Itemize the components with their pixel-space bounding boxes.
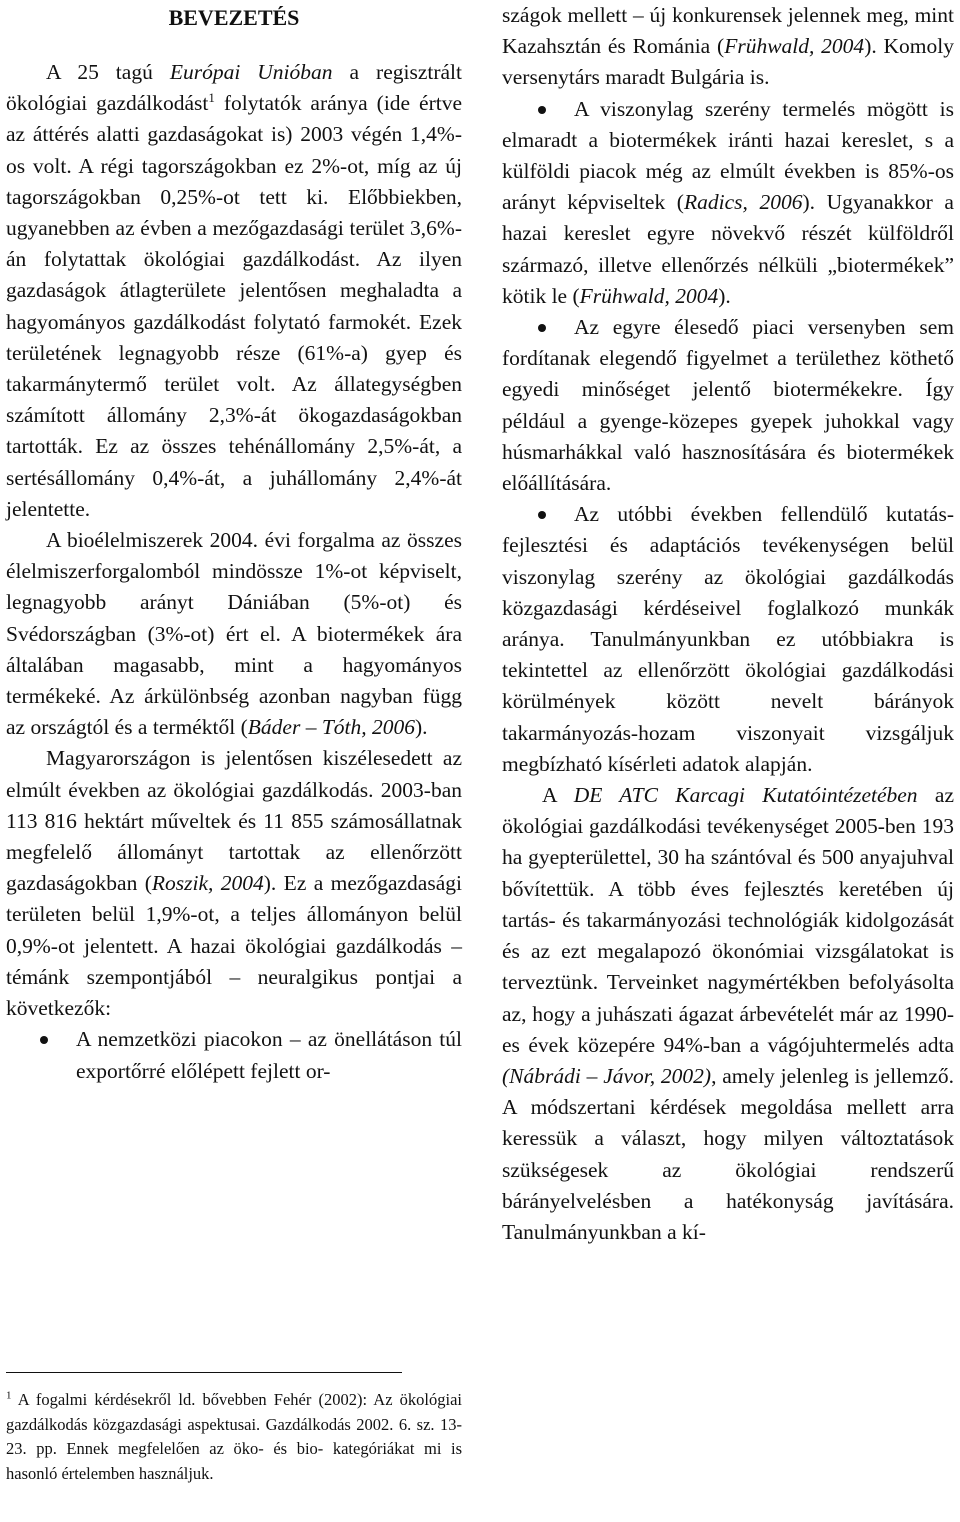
footnote-marker: 1: [208, 90, 215, 106]
section-heading: BEVEZETÉS: [168, 5, 300, 30]
b4-text: Az utóbbi években fellendülő kutatás-fejlesztési és adaptációs tevékenységen belül viszonylag szerény az ökológiai gazdálkodás közgazdasági kérdéseivel foglalkozó munkák aránya. Tanulmányunkban ez utóbbiakra is tekintettel az ellenőrzött ökológiai gazdálkodási körülmények között nevelt bárányok takarmányozás-hozam viszonyait vizsgáljuk megbízható kísérleti adatok alapján.: [502, 502, 954, 776]
p2-text-a: A bioélelmiszerek 2004. évi forgalma az összes élelmiszerforgalomból mindössze 1%-ot képviselt, legnagyobb arányt Dániában (5%-ot) és Svédországban (3%-ot) ért el. A biotermékek ára általában magasabb, mint a hagyományos termékeké. Az árkülönbség azonban nagyban függ az országtól és a terméktől (: [6, 528, 462, 740]
footnote: [6, 1388, 462, 1486]
cont-text-a: szágok mellett – új konkurensek jelennek meg, mint Kazahsztán és Románia (: [502, 3, 954, 59]
p3-text-a: Magyarországon is jelentősen kiszélesedett az elmúlt években az ökológiai gazdálkodás. 2003-ban 113 816 hektárt műveltek és 11 855 számosállatnak megfelelő állományt tartottak az ellenőrzött gazdaságokban (: [6, 746, 462, 896]
b2-text-a: A viszonylag szerény termelés mögött is elmaradt a biotermékek iránti hazai kereslet, s a külföldi piacok még az elmúlt években is 85%-os arányt képviseltek (: [502, 96, 954, 215]
cont-text-b: ). Komoly versenytárs maradt Bulgária is.: [502, 34, 954, 90]
footnote-number: 1: [6, 1389, 12, 1402]
p5-institute-italic: DE ATC Karcagi Kutatóintézetében: [573, 783, 918, 808]
bullet-item-2: [502, 94, 954, 312]
bullet-1-text: A nemzetközi piacokon – az önellátáson túl exportőrré előlépett fejlett or-: [76, 1027, 462, 1083]
bullet-dot-icon: [538, 511, 546, 519]
b2-text-b: ). Ugyanakkor a hazai kereslet egyre növekvő részét külföldről származó, illetve ellenőrzés nélküli „biotermékek” kötik le (: [502, 190, 954, 308]
p2-text-b: ).: [415, 715, 428, 740]
bullet-list-right: [502, 94, 954, 780]
bullet-1-continuation: [502, 0, 954, 94]
b2-citation-1: Radics, 2006: [683, 190, 803, 215]
paragraph-bio-food-sales: [6, 525, 462, 743]
p5-text-c: , amely jelenleg is jellemző. A módszertani kérdések megoldása mellett arra keressük a választ, hogy milyen változtatások szükségesek az ökológiai rendszerű bárányelvelésben a hatékonyság javítására. Tanulmányunkban a kí-: [502, 1063, 954, 1244]
footnote-text: A fogalmi kérdésekről ld. bővebben Fehér (2002): Az ökológiai gazdálkodás közgazdasági aspektusai. Gazdálkodás 2002. 6. sz. 13-23. pp. Ennek megfelelően az öko- és bio- kategóriákat mi is hasonló értelemben használjuk.: [6, 1390, 462, 1483]
p1-text-c: folytatók aránya (ide értve az áttérés alatti gazdaságokat is) 2003 végén 1,4%-os volt. A régi tagországokban ez 2%-ot, míg az új tagországokban 0,25%-ot tett ki. Előbbiekben, ugyanebben az évben a mezőgazdasági terület 3,6%-án folytattak ökológiai gazdálkodást. Az ilyen gazdaságok átlagterülete jelentősen meghaladta a hagyományos gazdálkodást folytató farmokét. Ezek területének legnagyobb része (61%-a) gyep és takarmánytermő terület volt. Az állategységben számított állomány 2,3%-át ökogazdaságokban tartották. Ez az összes tehénállomány 2,5%-át, a sertésállomány 0,4%-át, a juhállomány 2,4%-át jelentette.: [6, 91, 462, 521]
bullet-dot-icon: [538, 324, 546, 332]
bullet-dot-icon: [538, 106, 546, 114]
p1-text-b: a regisztrált ökológiai gazdálkodást: [6, 60, 462, 116]
b2-citation-2: Frühwald, 2004: [579, 283, 719, 308]
p5-citation: (Nábrádi – Jávor, 2002): [502, 1063, 712, 1088]
footnote-divider: [6, 1372, 402, 1373]
cont-citation: Frühwald, 2004: [724, 34, 865, 59]
bullet-list-left: [6, 1024, 462, 1086]
bullet-dot-icon: [40, 1036, 48, 1044]
bullet-item-4: [502, 499, 954, 780]
p5-text-a: A: [542, 783, 574, 808]
p2-citation: Báder – Tóth, 2006: [247, 715, 416, 740]
b2-text-c: ).: [718, 283, 731, 308]
p1-text-a: A 25 tagú: [46, 60, 170, 84]
left-column: [6, 0, 462, 1087]
p3-citation: Roszik, 2004: [151, 871, 264, 896]
p1-eu-italic: Európai Unióban: [169, 60, 333, 84]
bullet-item-3: [502, 312, 954, 499]
b3-text: Az egyre élesedő piaci versenyben sem fordítanak elegendő figyelmet a területhez köthető egyedi minőséget jelentő biotermékekre. Így például a gyenge-közepes gyepek juhokkal vagy húsmarhákkal való hasznosítására és biotermékek előállítására.: [502, 315, 954, 496]
p3-text-b: ). Ez a mezőgazdasági területen belül 1,9%-ot, a teljes állományon belül 0,9%-ot jelentett. A hazai ökológiai gazdálkodás – témánk szempontjából – neuralgikus pontjai a következők:: [6, 871, 462, 1021]
bullet-item-1: [6, 1024, 462, 1086]
right-column: [502, 0, 954, 1248]
paragraph-eu-organic: [6, 57, 462, 525]
p5-text-b: az ökológiai gazdálkodási tevékenységet 2005-ben 193 ha gyepterülettel, 30 ha szántóval és 500 anyajuhval bővítettük. A több éves fejlesztés keretében új tartás- és takarmányozási technológiák kidolgozását és az ezt megalapozó ökonómiai vizsgálatokat is terveztünk. Terveinket nagymértékben befolyásolta az, hogy a juhászati ágazat árbevételét már az 1990-es évek közepére 94%-ban a vágójuhtermelés adta: [502, 783, 954, 1057]
paragraph-hungary: [6, 743, 462, 1024]
paragraph-karcag-institute: [502, 780, 954, 1248]
